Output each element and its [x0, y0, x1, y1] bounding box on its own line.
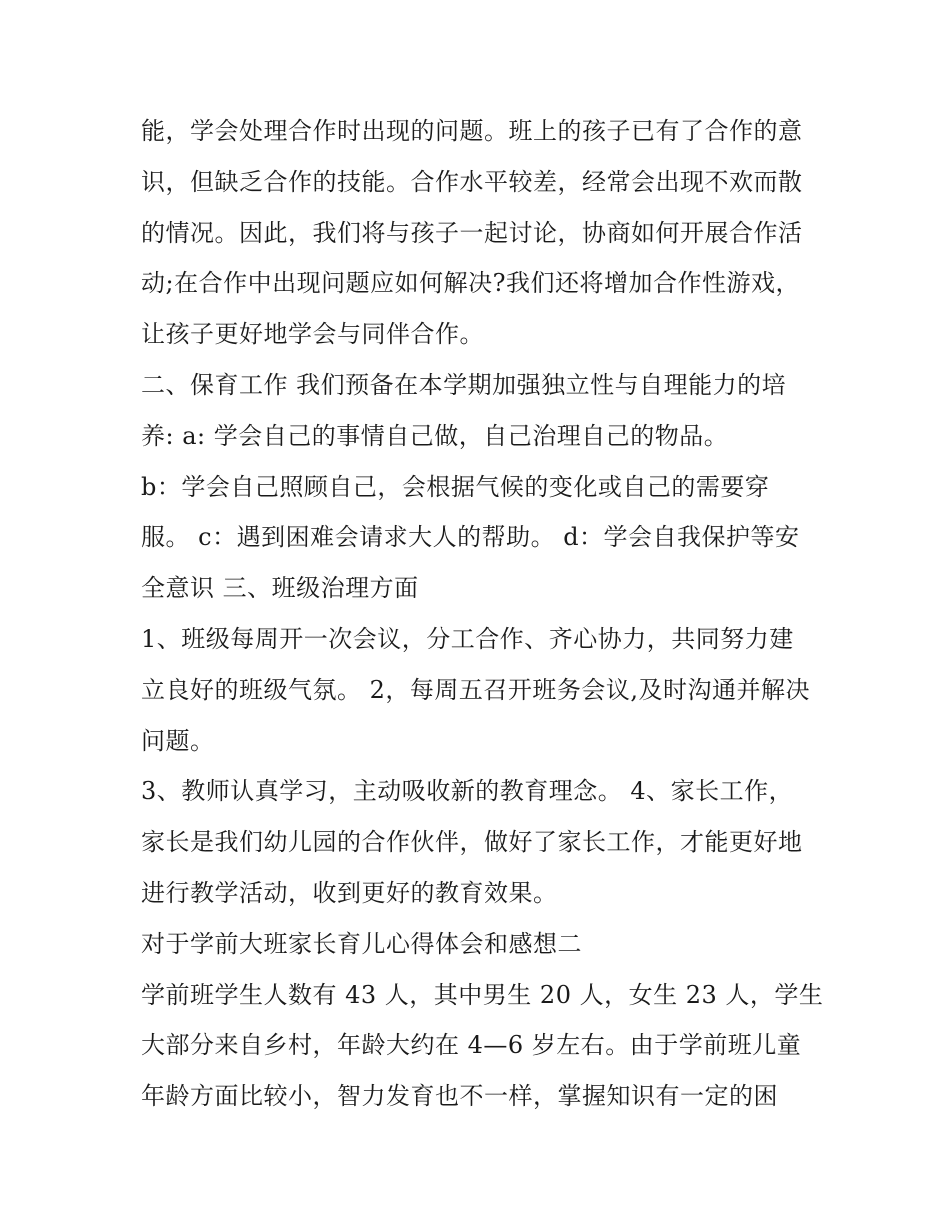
text-line: 问题。 — [141, 726, 215, 755]
section-heading-line: 全意识 三、班级治理方面 — [141, 574, 419, 603]
article-title-line: 对于学前大班家长育儿心得体会和感想二 — [141, 929, 582, 958]
text-line: 立良好的班级气氛。 2，每周五召开班务会议,及时沟通并解决 — [141, 675, 811, 704]
section-heading-line: 二、保育工作 我们预备在本学期加强独立性与自理能力的培 — [141, 370, 787, 399]
text-line: 的情况。因此，我们将与孩子一起讨论，协商如何开展合作活 — [141, 218, 803, 247]
text-line: 年龄方面比较小，智力发育也不一样，掌握知识有一定的困 — [141, 1082, 778, 1111]
text-line: 3、教师认真学习，主动吸收新的教育理念。 4、家长工作， — [141, 777, 794, 806]
text-line: 让孩子更好地学会与同伴合作。 — [141, 320, 484, 349]
text-line: 家长是我们幼儿园的合作伙伴，做好了家长工作，才能更好地 — [141, 828, 803, 857]
text-line: 养: a: 学会自己的事情自己做，自己治理自己的物品。 — [141, 421, 729, 450]
text-line: 1、班级每周开一次会议，分工合作、齐心协力，共同努力建 — [141, 624, 794, 653]
text-line: 动;在合作中出现问题应如何解决?我们还将增加合作性游戏， — [141, 269, 800, 298]
text-line: 进行教学活动，收到更好的教育效果。 — [141, 878, 558, 907]
text-line: 大部分来自乡村，年龄大约在 4—6 岁左右。由于学前班儿童 — [141, 1031, 802, 1060]
text-line: 识，但缺乏合作的技能。合作水平较差，经常会出现不欢而散 — [141, 167, 803, 196]
text-line: 学前班学生人数有 43 人，其中男生 20 人，女生 23 人，学生 — [141, 980, 824, 1009]
text-line: 能，学会处理合作时出现的问题。班上的孩子已有了合作的意 — [141, 117, 803, 145]
document-body — [141, 106, 824, 1122]
text-line: 服。 c：遇到困难会请求大人的帮助。 d：学会自我保护等安 — [141, 523, 800, 552]
text-line: b：学会自己照顾自己，会根据气候的变化或自己的需要穿 — [141, 472, 770, 501]
